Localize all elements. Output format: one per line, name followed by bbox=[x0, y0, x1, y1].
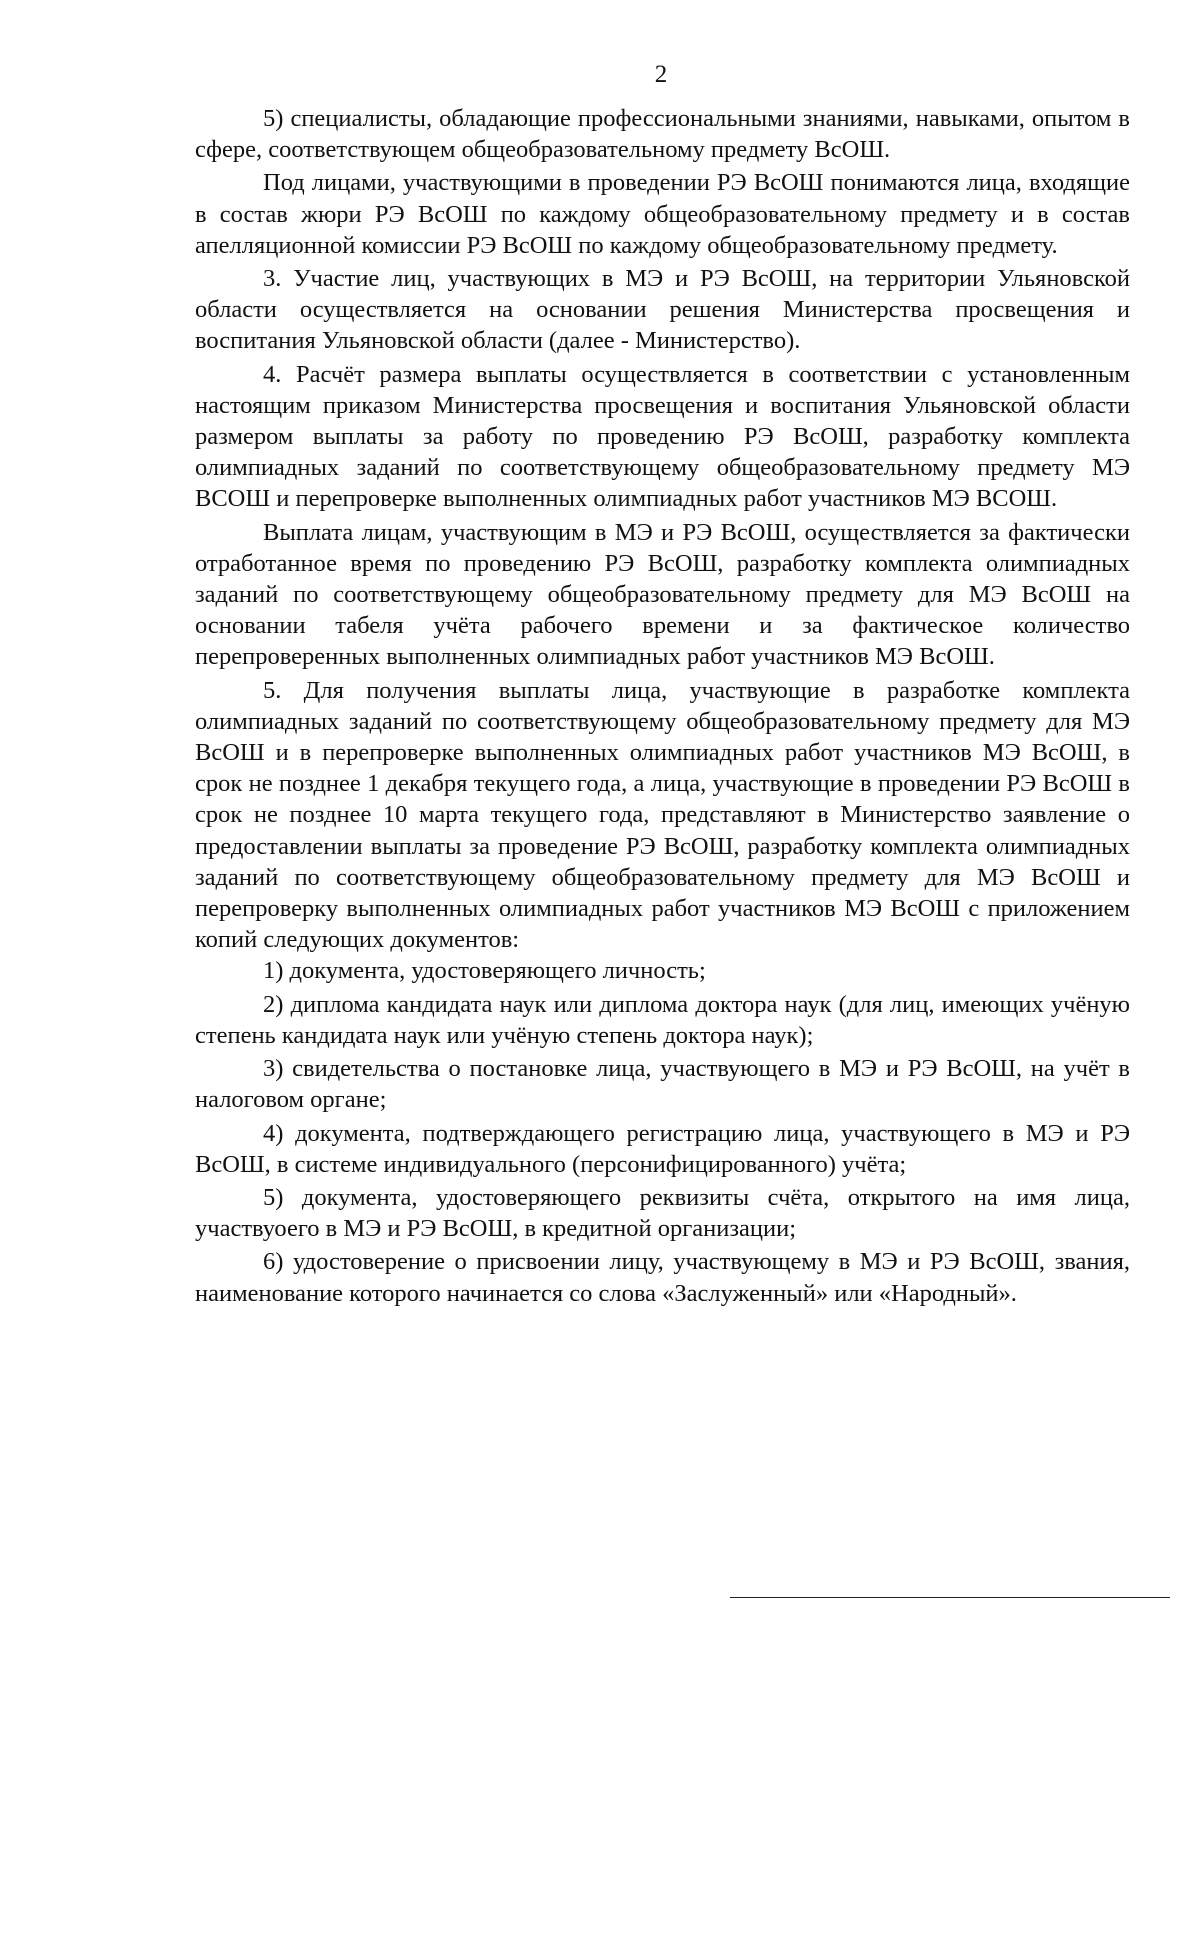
document-list-item-6: 6) удостоверение о присвоении лицу, участвующему в МЭ и РЭ ВсОШ, звания, наименование которого начинается со слова «Заслуженный» или «Народный». bbox=[195, 1248, 1130, 1307]
document-list-item-2: 2) диплома кандидата наук или диплома доктора наук (для лиц, имеющих учёную степень кандидата наук или учёную степень доктора наук); bbox=[195, 990, 1130, 1049]
paragraph-item-3: 3. Участие лиц, участвующих в МЭ и РЭ ВсОШ, на территории Ульяновской области осуществляется на основании решения Министерства просвещения и воспитания Ульяновской области (далее - Министерство). bbox=[195, 265, 1130, 355]
closing-line-divider bbox=[730, 1597, 1170, 1598]
paragraph-payment-basis: Выплата лицам, участвующим в МЭ и РЭ ВсОШ, осуществляется за фактически отработанное время по проведению РЭ ВсОШ, разработку комплекта олимпиадных заданий по соответствующему общеобразовательному предмету для МЭ ВсОШ на основании табеля учёта рабочего времени и за фактическое количество перепроверенных выполненных олимпиадных работ участников МЭ ВсОШ. bbox=[195, 518, 1130, 671]
document-list-item-1: 1) документа, удостоверяющего личность; bbox=[263, 957, 706, 985]
document-list-item-3: 3) свидетельства о постановке лица, участвующего в МЭ и РЭ ВсОШ, на учёт в налоговом органе; bbox=[195, 1055, 1130, 1114]
document-body bbox=[195, 103, 1130, 1309]
document-list-item-4: 4) документа, подтверждающего регистрацию лица, участвующего в МЭ и РЭ ВсОШ, в системе индивидуального (персонифицированного) учёта; bbox=[195, 1119, 1130, 1178]
paragraph-item-4: 4. Расчёт размера выплаты осуществляется в соответствии с установленным настоящим приказом Министерства просвещения и воспитания Ульяновской области размером выплаты за работу по проведению РЭ ВсОШ, разработку комплекта олимпиадных заданий по соответствующему общеобразовательному предмету МЭ ВСОШ и перепроверке выполненных олимпиадных работ участников МЭ ВСОШ. bbox=[195, 360, 1130, 513]
document-list-item-5: 5) документа, удостоверяющего реквизиты счёта, открытого на имя лица, участвуоего в МЭ и РЭ ВсОШ, в кредитной организации; bbox=[195, 1183, 1130, 1243]
paragraph-specialists: 5) специалисты, обладающие профессиональными знаниями, навыками, опытом в сфере, соответствующем общеобразовательному предмету ВсОШ. bbox=[195, 105, 1130, 164]
page-number: 2 bbox=[654, 61, 668, 88]
paragraph-item-5: 5. Для получения выплаты лица, участвующие в разработке комплекта олимпиадных заданий по соответствующему общеобразовательному предмету для МЭ ВсОШ и в перепроверке выполненных олимпиадных работ участников МЭ ВсОШ, в срок не позднее 1 декабря текущего года, а лица, участвующие в проведении РЭ ВсОШ в срок не позднее 10 марта текущего года, представляют в Министерство заявление о предоставлении выплаты за проведение РЭ ВсОШ, разработку комплекта олимпиадных заданий по соответствующему общеобразовательному предмету для МЭ ВсОШ и перепроверку выполненных олимпиадных работ участников МЭ ВсОШ с приложением копий следующих документов: bbox=[195, 676, 1130, 954]
paragraph-re-participants-definition: Под лицами, участвующими в проведении РЭ ВсОШ понимаются лица, входящие в состав жюри РЭ ВсОШ по каждому общеобразовательному предмету и в состав апелляционной комиссии РЭ ВсОШ по каждому общеобразовательному предмету. bbox=[195, 169, 1130, 259]
